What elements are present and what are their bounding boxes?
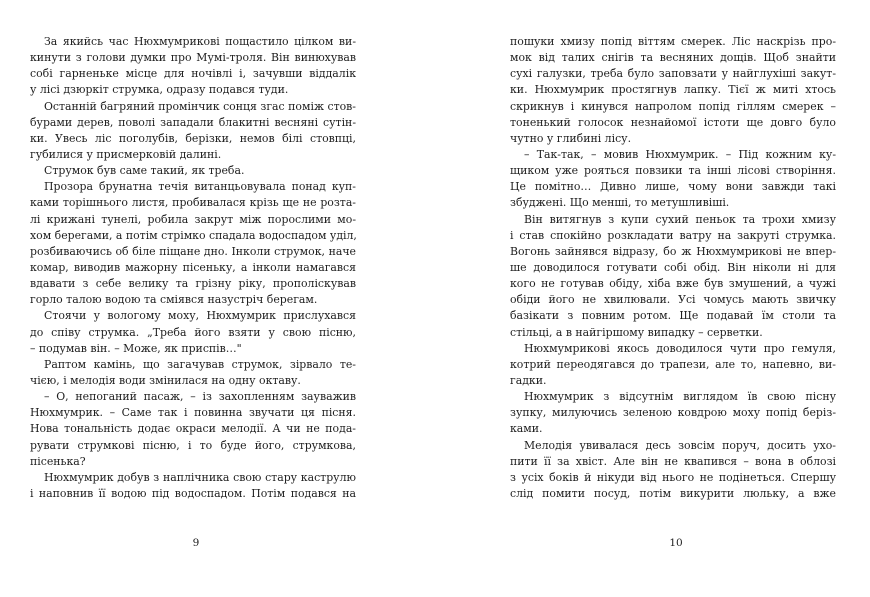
text-line: пити її за хвіст. Але він не квапився – вона в облозі bbox=[510, 454, 836, 468]
text-line: – Так-так, – мовив Нюхмумрик. – Під кожним ку- bbox=[524, 147, 836, 161]
text-line: мок від талих снігів та весняних дощів. Щоб знайти bbox=[510, 51, 836, 65]
text-line: Прозора брунатна течія витанцьовувала понад куп- bbox=[44, 180, 356, 194]
text-line: Раптом камінь, що загачував струмок, зірвало те- bbox=[44, 357, 356, 371]
text-line: щиком уже рояться повзики та інші лісові створіння. bbox=[510, 164, 836, 178]
text-line: Стоячи у вологому моху, Нюхмумрик прислухався bbox=[44, 309, 356, 323]
text-line: базікати з повним ротом. Ще подавай їм столи та bbox=[510, 309, 836, 323]
text-line: сухі галузки, треба було заповзати у найглухіші закут- bbox=[510, 67, 836, 81]
text-line: – подумав він. – Може, як приспів…" bbox=[30, 341, 242, 355]
text-line: Він витягнув з купи сухий пеньок та трохи хмизу bbox=[524, 212, 836, 226]
text-line: гадки. bbox=[510, 373, 547, 387]
text-line: чутно у глибині лісу. bbox=[510, 131, 632, 145]
text-line: губилися у присмерковій далині. bbox=[30, 147, 222, 161]
text-line: Нюхмумрик добув з наплічника свою стару каструлю bbox=[44, 470, 356, 484]
text-line: Вогонь зайнявся відразу, бо ж Нюхмумрикові не впер- bbox=[510, 244, 836, 258]
text-line: пошуки хмизу попід віттям смерек. Ліс наскрізь про- bbox=[510, 35, 836, 48]
text-line: розбиваючись об біле піщане дно. Інколи струмок, наче bbox=[30, 244, 356, 258]
text-line: Останній багряний промінчик сонця згас поміж стов- bbox=[44, 99, 356, 113]
text-line: скрикнув і кинувся напролом попід гіллям смерек – bbox=[510, 99, 836, 113]
text-line: котрий переодягався до трапези, але то, напевно, ви- bbox=[510, 357, 836, 371]
text-line: комар, виводив мажорну пісеньку, а інколи намагався bbox=[30, 260, 356, 274]
left-page-number: 9 bbox=[192, 537, 200, 549]
text-line: ки. Увесь ліс поголубів, берізки, немов білі стовпці, bbox=[30, 131, 356, 145]
text-line: хом берегами, а потім стрімко спадала водоспадом уділ, bbox=[30, 228, 357, 242]
text-line: собі гарненьке місце для ночівлі і, зачувши віддалік bbox=[30, 67, 356, 81]
right-page-number: 10 bbox=[669, 537, 683, 549]
text-line: кого не готував обіду, хіба вже був змушений, а чужі bbox=[510, 277, 836, 291]
text-line: чією, і мелодія води змінилася на одну октаву. bbox=[30, 373, 301, 387]
text-line: з усіх боків й нікуди від нього не подінеться. Спершу bbox=[510, 470, 836, 484]
text-line: зупку, милуючись зеленою ковдрою моху попід беріз- bbox=[510, 406, 836, 420]
text-line: до співу струмка. „Треба його взяти у свою пісню, bbox=[30, 325, 356, 339]
text-line: обіди його не хвилювали. Усі чомусь мають звичку bbox=[510, 293, 836, 307]
text-line: ки. Нюхмумрик простягнув лапку. Тієї ж миті хтось bbox=[510, 83, 836, 97]
right-page bbox=[510, 34, 836, 524]
text-line: лі крижані тунелі, робила закрут між порослими мо- bbox=[30, 212, 356, 226]
text-line: і став спокійно розкладати ватру на закруті струмка. bbox=[510, 228, 836, 242]
text-line: За якийсь час Нюхмумрикові пощастило цілком ви- bbox=[44, 35, 356, 48]
text-line: Нюхмумрик з відсутнім виглядом їв свою пісну bbox=[524, 390, 836, 404]
text-line: стільці, а в найгіршому випадку – серветки. bbox=[510, 325, 763, 339]
text-line: збуджені. Що менші, то метушливіші. bbox=[510, 196, 730, 210]
left-page bbox=[30, 34, 356, 524]
text-line: горло талою водою та сміявся назустріч берегам. bbox=[30, 293, 318, 307]
text-line: вдавати з себе велику та грізну ріку, прополіскував bbox=[30, 277, 356, 291]
text-line: бурами дерев, поволі западали блакитні весняні сутін- bbox=[30, 115, 356, 129]
text-line: і наповнив її водою під водоспадом. Потім подався на bbox=[30, 486, 356, 500]
text-line: Це помітно… Дивно лише, чому вони завжди такі bbox=[510, 180, 836, 194]
text-line: ками торішнього листя, пробивалася крізь ще не розта- bbox=[30, 196, 356, 210]
text-line: ками. bbox=[510, 422, 543, 436]
text-line: слід помити посуд, потім викурити люльку, а вже bbox=[510, 486, 836, 500]
text-line: у лісі дзюркіт струмка, одразу подався туди. bbox=[30, 83, 289, 97]
text-line: кинути з голови думки про Мумі-троля. Він винюхував bbox=[30, 51, 356, 65]
text-line: Нова тональність додає окраси мелодії. А чи не пода- bbox=[30, 422, 356, 436]
text-line: Нюхмумрикові якось доводилося чути про гемуля, bbox=[524, 341, 836, 355]
text-line: пісенька? bbox=[30, 454, 86, 468]
text-line: рувати струмкові пісню, і то буде його, струмкова, bbox=[30, 438, 356, 452]
text-line: ше доводилося готувати собі обід. Він ніколи ні для bbox=[510, 260, 836, 274]
text-line: тоненький голосок незнайомої істоти ще довго було bbox=[510, 115, 836, 129]
text-line: – О, непоганий пасаж, – із захопленням зауважив bbox=[44, 390, 356, 404]
text-line: Мелодія увивалася десь зовсім поруч, досить ухо- bbox=[524, 438, 836, 452]
text-line: Струмок був саме такий, як треба. bbox=[44, 164, 245, 178]
text-line: Нюхмумрик. – Саме так і повинна звучати ця пісня. bbox=[30, 406, 356, 420]
